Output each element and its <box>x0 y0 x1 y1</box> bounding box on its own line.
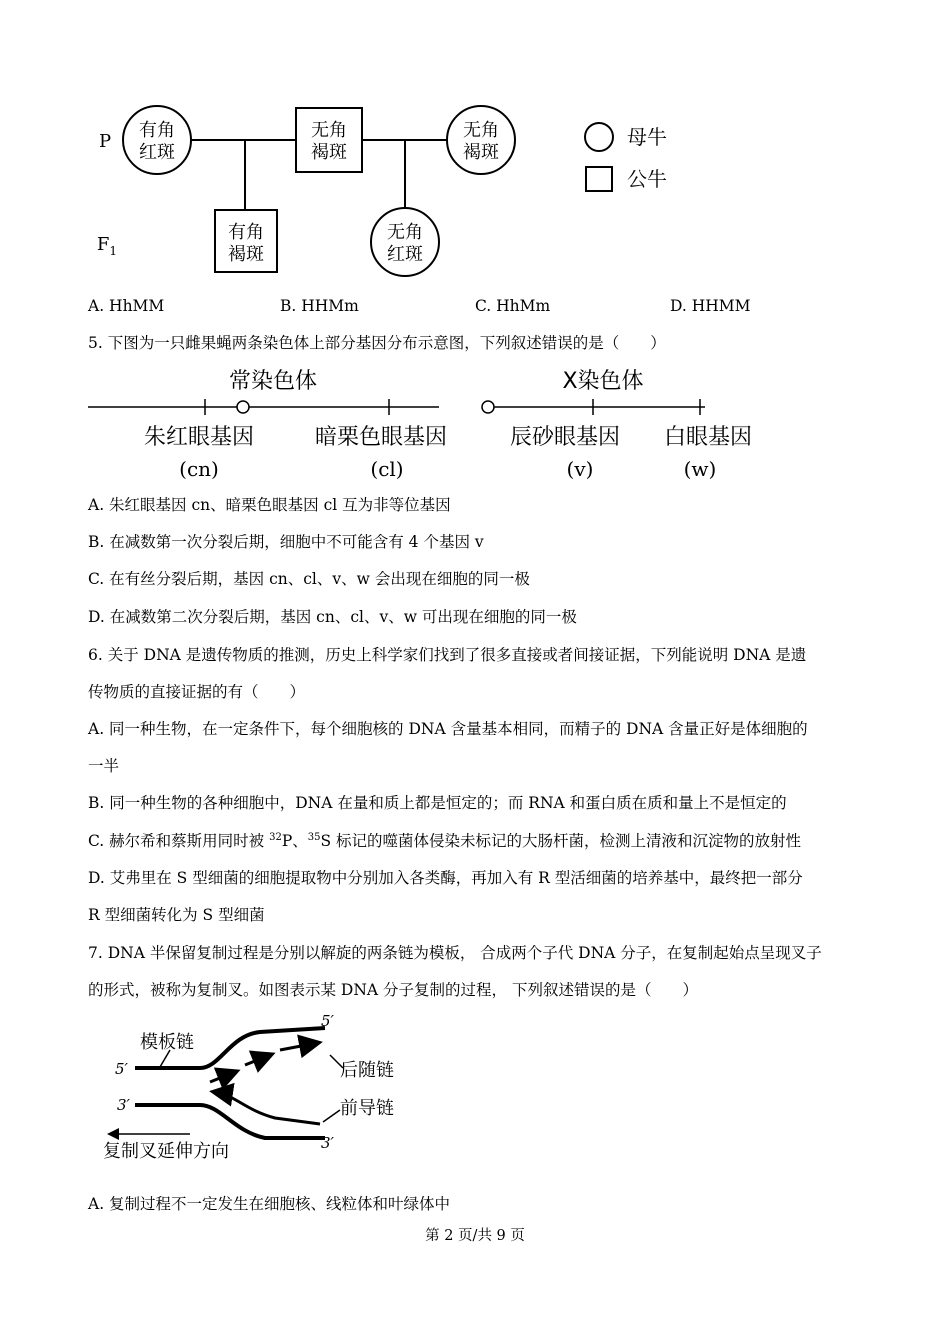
f1-female-line1: 无角 <box>387 222 423 243</box>
legend-female-label: 母牛 <box>627 125 667 149</box>
f1-male-line2: 褐斑 <box>228 244 264 265</box>
q6-option-b: B. 同一种生物的各种细胞中，DNA 在量和质上都是恒定的；而 RNA 和蛋白质在质和量上不是恒定的 <box>88 794 787 812</box>
leading-label-pointer <box>323 1110 340 1122</box>
gene-v-symbol: (v) <box>566 457 594 481</box>
x-chromosome-label: X染色体 <box>562 369 644 394</box>
p-male-line1: 无角 <box>311 120 347 141</box>
q4-option-a: A. HhMM <box>88 297 165 315</box>
replication-fork-diagram <box>95 1010 415 1170</box>
p-female-left-line2: 红斑 <box>139 142 175 163</box>
p-female-left-line1: 有角 <box>139 120 175 141</box>
lagging-fragment-1 <box>210 1072 235 1082</box>
q6-stem-line1: 6. 关于 DNA 是遗传物质的推测，历史上科学家们找到了很多直接或者间接证据，下列能说明 DNA 是遗 <box>88 646 807 664</box>
gene-cl-symbol: (cl) <box>370 457 404 481</box>
page-footer: 第 2 页/共 9 页 <box>425 1228 525 1244</box>
q5-option-c: C. 在有丝分裂后期，基因 cn、cl、v、w 会出现在细胞的同一极 <box>88 570 530 588</box>
lagging-fragment-3 <box>280 1043 317 1050</box>
direction-label: 复制叉延伸方向 <box>103 1141 229 1162</box>
template-label: 模板链 <box>140 1032 194 1053</box>
gene-w-symbol: (w) <box>683 457 717 481</box>
gene-cl-name: 暗栗色眼基因 <box>314 425 448 450</box>
p-male-line2: 褐斑 <box>311 142 347 163</box>
q7-stem-line1: 7. DNA 半保留复制过程是分别以解旋的两条链为模板， 合成两个子代 DNA 分子，在复制起始点呈现叉子 <box>88 944 822 962</box>
legend-male-label: 公牛 <box>627 167 667 191</box>
pedigree-diagram <box>85 95 725 285</box>
q7-stem-line2: 的形式，被称为复制叉。如图表示某 DNA 分子复制的过程， 下列叙述错误的是（ ） <box>88 981 698 999</box>
lagging-fragment-2 <box>245 1055 270 1065</box>
f1-female-line2: 红斑 <box>387 244 423 265</box>
q6-option-a-line1: A. 同一种生物，在一定条件下，每个细胞核的 DNA 含量基本相同，而精子的 DNA 含量正好是体细胞的 <box>88 720 808 738</box>
end-3-left: 3′ <box>117 1096 130 1114</box>
q6-stem-line2: 传物质的直接证据的有（ ） <box>88 683 306 701</box>
x-centromere <box>482 401 494 413</box>
legend-square-icon <box>586 167 612 191</box>
end-5-left: 5′ <box>115 1060 128 1078</box>
p-female-right-line1: 无角 <box>463 120 499 141</box>
end-3-bottom: 3′ <box>321 1134 334 1152</box>
gen-f1-label: $F_1$ <box>96 234 118 258</box>
gen-p-label: P <box>98 131 112 152</box>
lagging-label: 后随链 <box>340 1060 394 1081</box>
gene-cn-name: 朱红眼基因 <box>143 425 255 450</box>
q6-option-d-line1: D. 艾弗里在 S 型细菌的细胞提取物中分别加入各类酶，再加入有 R 型活细菌的培养基中，最终把一部分 <box>88 869 803 887</box>
gene-w-name: 白眼基因 <box>663 425 753 450</box>
q6-option-d-line2: R 型细菌转化为 S 型细菌 <box>88 906 265 924</box>
q5-option-a: A. 朱红眼基因 cn、暗栗色眼基因 cl 互为非等位基因 <box>88 496 451 514</box>
gene-v-name: 辰砂眼基因 <box>509 425 621 450</box>
q6-option-c: C. 赫尔希和蔡斯用同时被 $^{32}$P、$^{35}$S 标记的噬菌体侵染未标记的大肠杆菌，检测上清液和沉淀物的放射性 <box>88 831 802 850</box>
q4-options <box>88 297 868 317</box>
leading-label: 前导链 <box>340 1098 394 1119</box>
q5-option-d: D. 在减数第二次分裂后期，基因 cn、cl、v、w 可出现在细胞的同一极 <box>88 608 577 626</box>
q6-option-a-line2: 一半 <box>88 757 120 775</box>
q5-option-b: B. 在减数第一次分裂后期，细胞中不可能含有 4 个基因 v <box>88 533 484 551</box>
q5-stem: 5. 下图为一只雌果蝇两条染色体上部分基因分布示意图，下列叙述错误的是（ ） <box>88 334 666 352</box>
chromosome-diagram <box>85 362 765 487</box>
autosome-label: 常染色体 <box>228 369 318 394</box>
q4-option-b: B. HHMm <box>280 297 359 315</box>
q4-option-c: C. HhMm <box>475 297 551 315</box>
end-5-top: 5′ <box>321 1012 334 1030</box>
p-female-right-line2: 褐斑 <box>463 142 499 163</box>
legend-circle-icon <box>585 123 613 151</box>
autosome-centromere <box>237 401 249 413</box>
q4-option-d: D. HHMM <box>670 297 751 315</box>
gene-cn-symbol: (cn) <box>179 457 219 481</box>
f1-male-line1: 有角 <box>228 222 264 243</box>
q7-option-a: A. 复制过程不一定发生在细胞核、线粒体和叶绿体中 <box>88 1195 451 1213</box>
